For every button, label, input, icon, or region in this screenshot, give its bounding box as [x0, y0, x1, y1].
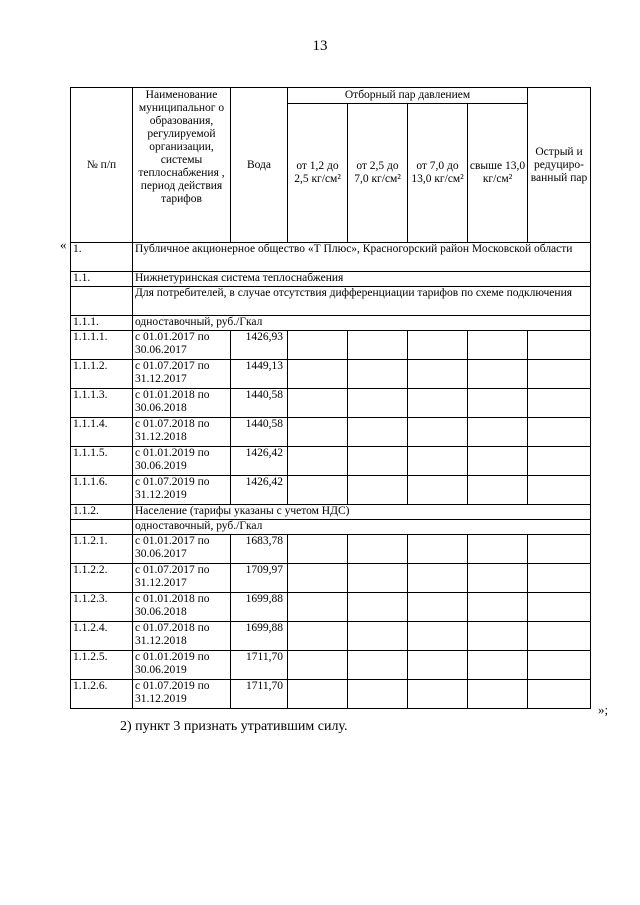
empty-cell: [468, 680, 528, 709]
empty-cell: [348, 389, 408, 418]
tariff-table: [70, 87, 591, 709]
water-tariff-value: 1709,97: [231, 564, 288, 593]
empty-cell: [468, 651, 528, 680]
empty-cell: [288, 680, 348, 709]
empty-cell: [348, 564, 408, 593]
period-cell: с 01.01.2018 по 30.06.2018: [133, 593, 231, 622]
water-tariff-value: 1426,42: [231, 476, 288, 505]
empty-cell: [288, 535, 348, 564]
period-cell: с 01.07.2019 по 31.12.2019: [133, 680, 231, 709]
tariff-table-wrapper: [70, 87, 591, 709]
empty-cell: [468, 476, 528, 505]
empty-cell: [348, 476, 408, 505]
period-cell: с 01.01.2018 по 30.06.2018: [133, 389, 231, 418]
table-row: [71, 360, 591, 389]
row-number: 1.1.1.5.: [71, 447, 133, 476]
table-row: [71, 316, 591, 331]
row-number: 1.1.2.6.: [71, 680, 133, 709]
row-number: [71, 520, 133, 535]
empty-cell: [348, 680, 408, 709]
empty-cell: [408, 680, 468, 709]
empty-cell: [468, 447, 528, 476]
table-body: [71, 243, 591, 709]
empty-cell: [528, 622, 591, 651]
water-tariff-value: 1440,58: [231, 389, 288, 418]
closing-quote: »;: [598, 702, 609, 717]
table-row: [71, 593, 591, 622]
water-tariff-value: 1711,70: [231, 651, 288, 680]
table-row: [71, 476, 591, 505]
water-tariff-value: 1426,42: [231, 447, 288, 476]
section-title: Нижнетуринская система теплоснабжения: [133, 272, 591, 287]
table-row: [71, 243, 591, 272]
empty-cell: [408, 331, 468, 360]
empty-cell: [468, 622, 528, 651]
empty-cell: [528, 564, 591, 593]
empty-cell: [468, 331, 528, 360]
empty-cell: [408, 651, 468, 680]
period-cell: с 01.07.2019 по 31.12.2019: [133, 476, 231, 505]
row-number: 1.1.2.5.: [71, 651, 133, 680]
empty-cell: [528, 331, 591, 360]
opening-quote: «: [60, 237, 67, 252]
empty-cell: [528, 389, 591, 418]
row-number: 1.1.1.1.: [71, 331, 133, 360]
empty-cell: [348, 360, 408, 389]
water-tariff-value: 1683,78: [231, 535, 288, 564]
header-name: Наименование муниципальног о образования, регулируемой организации, системы теплоснабжения , период действия тарифов: [133, 88, 231, 243]
table-row: [71, 287, 591, 316]
empty-cell: [408, 564, 468, 593]
table-row: [71, 564, 591, 593]
header-water: Вода: [231, 88, 288, 243]
period-cell: с 01.07.2017 по 31.12.2017: [133, 564, 231, 593]
table-row: [71, 331, 591, 360]
empty-cell: [288, 331, 348, 360]
row-number: 1.1.1.3.: [71, 389, 133, 418]
empty-cell: [288, 622, 348, 651]
table-row: [71, 418, 591, 447]
row-number: 1.1.2.: [71, 505, 133, 520]
row-number: 1.1.: [71, 272, 133, 287]
table-row: [71, 505, 591, 520]
row-number: [71, 287, 133, 316]
empty-cell: [408, 360, 468, 389]
water-tariff-value: 1449,13: [231, 360, 288, 389]
empty-cell: [468, 593, 528, 622]
empty-cell: [348, 447, 408, 476]
empty-cell: [408, 418, 468, 447]
empty-cell: [348, 651, 408, 680]
period-cell: с 01.01.2017 по 30.06.2017: [133, 331, 231, 360]
row-number: 1.1.1.6.: [71, 476, 133, 505]
header-num: № п/п: [71, 88, 133, 243]
empty-cell: [288, 564, 348, 593]
section-title: Публичное акционерное общество «Т Плюс», Красногорский район Московской области: [133, 243, 591, 272]
empty-cell: [348, 418, 408, 447]
period-cell: с 01.01.2019 по 30.06.2019: [133, 651, 231, 680]
row-number: 1.1.2.3.: [71, 593, 133, 622]
row-number: 1.1.1.: [71, 316, 133, 331]
row-number: 1.1.2.4.: [71, 622, 133, 651]
section-title: Для потребителей, в случае отсутствия дифференциации тарифов по схеме подключения: [133, 287, 591, 316]
section-title: одноставочный, руб./Гкал: [133, 316, 591, 331]
period-cell: с 01.07.2018 по 31.12.2018: [133, 622, 231, 651]
row-number: 1.1.2.2.: [71, 564, 133, 593]
empty-cell: [408, 593, 468, 622]
water-tariff-value: 1699,88: [231, 622, 288, 651]
header-pressure-3: от 7,0 до 13,0 кг/см²: [408, 104, 468, 243]
empty-cell: [528, 418, 591, 447]
header-steam-group: Отборный пар давлением: [288, 88, 528, 104]
empty-cell: [408, 447, 468, 476]
header-pressure-4: свыше 13,0 кг/см²: [468, 104, 528, 243]
empty-cell: [348, 593, 408, 622]
empty-cell: [468, 389, 528, 418]
empty-cell: [468, 535, 528, 564]
page-number: 13: [312, 38, 328, 54]
empty-cell: [408, 622, 468, 651]
empty-cell: [408, 535, 468, 564]
row-number: 1.1.1.2.: [71, 360, 133, 389]
empty-cell: [528, 651, 591, 680]
empty-cell: [288, 593, 348, 622]
empty-cell: [408, 476, 468, 505]
empty-cell: [528, 360, 591, 389]
row-number: 1.1.2.1.: [71, 535, 133, 564]
empty-cell: [528, 680, 591, 709]
empty-cell: [528, 593, 591, 622]
water-tariff-value: 1699,88: [231, 593, 288, 622]
water-tariff-value: 1426,93: [231, 331, 288, 360]
empty-cell: [468, 564, 528, 593]
table-row: [71, 622, 591, 651]
row-number: 1.: [71, 243, 133, 272]
empty-cell: [348, 622, 408, 651]
empty-cell: [348, 331, 408, 360]
empty-cell: [408, 389, 468, 418]
empty-cell: [528, 476, 591, 505]
table-row: [71, 447, 591, 476]
section-title: Население (тарифы указаны с учетом НДС): [133, 505, 591, 520]
period-cell: с 01.01.2017 по 30.06.2017: [133, 535, 231, 564]
empty-cell: [288, 389, 348, 418]
table-row: [71, 651, 591, 680]
table-row: [71, 389, 591, 418]
water-tariff-value: 1440,58: [231, 418, 288, 447]
empty-cell: [468, 360, 528, 389]
period-cell: с 01.01.2019 по 30.06.2019: [133, 447, 231, 476]
table-row: [71, 535, 591, 564]
empty-cell: [288, 447, 348, 476]
table-row: [71, 520, 591, 535]
table-row: [71, 680, 591, 709]
header-pressure-1: от 1,2 до 2,5 кг/см²: [288, 104, 348, 243]
table-row: [71, 272, 591, 287]
empty-cell: [288, 418, 348, 447]
section-title: одноставочный, руб./Гкал: [133, 520, 591, 535]
footnote: 2) пункт 3 признать утратившим силу.: [120, 719, 348, 734]
empty-cell: [528, 535, 591, 564]
empty-cell: [288, 360, 348, 389]
water-tariff-value: 1711,70: [231, 680, 288, 709]
empty-cell: [468, 418, 528, 447]
header-sharp-steam: Острый и редуциро-ванный пар: [528, 88, 591, 243]
empty-cell: [288, 476, 348, 505]
empty-cell: [288, 651, 348, 680]
row-number: 1.1.1.4.: [71, 418, 133, 447]
empty-cell: [348, 535, 408, 564]
period-cell: с 01.07.2018 по 31.12.2018: [133, 418, 231, 447]
period-cell: с 01.07.2017 по 31.12.2017: [133, 360, 231, 389]
empty-cell: [528, 447, 591, 476]
header-pressure-2: от 2,5 до 7,0 кг/см²: [348, 104, 408, 243]
